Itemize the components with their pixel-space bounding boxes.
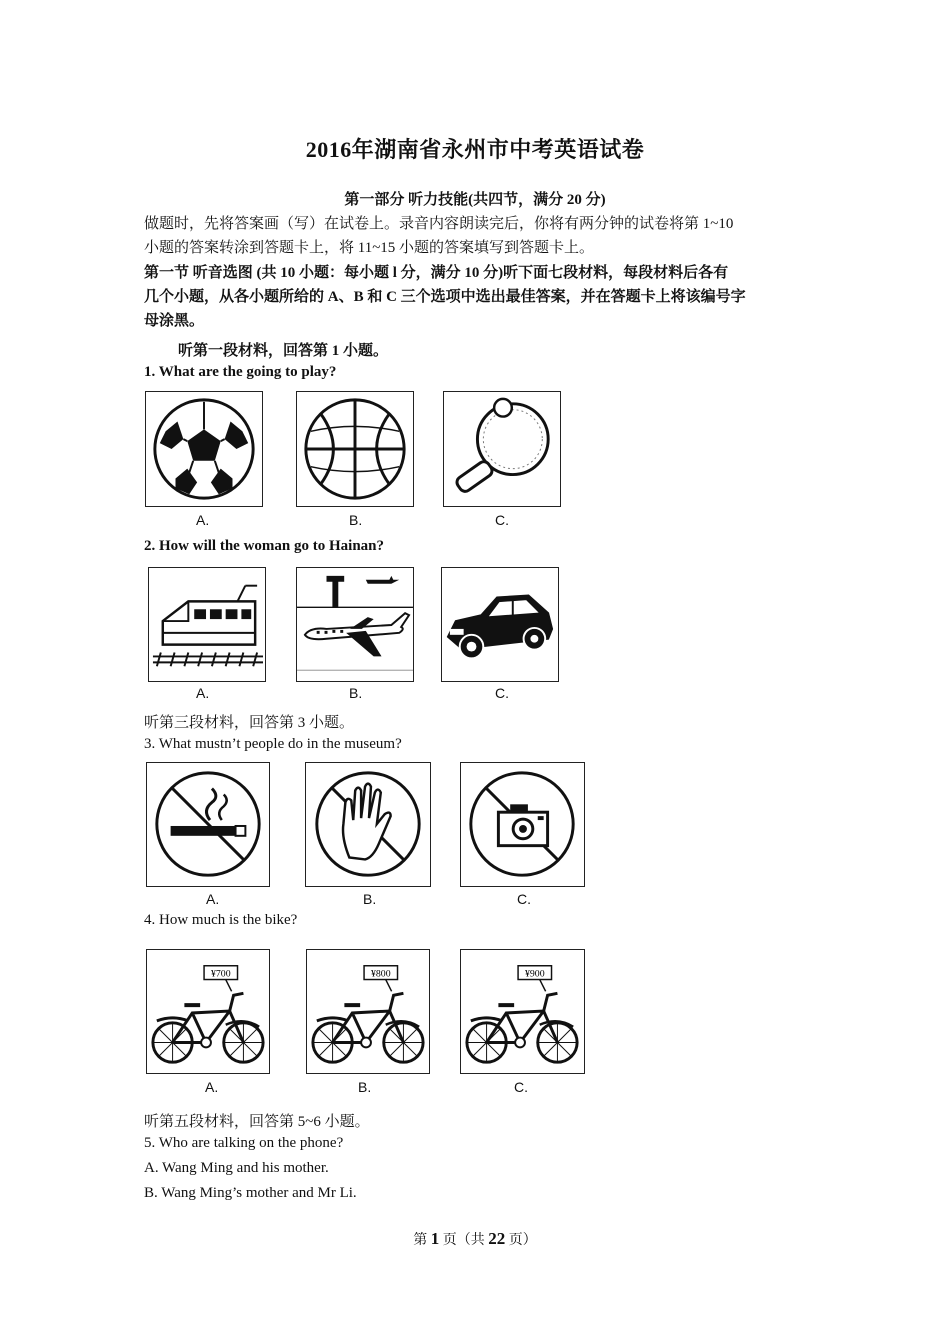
option-label-b: B. — [358, 1079, 372, 1095]
option-label-c: C. — [514, 1079, 528, 1095]
soccer-ball-icon — [145, 391, 263, 507]
option-label-b: B. — [349, 512, 363, 528]
no-smoking-icon — [146, 762, 270, 887]
ping-pong-paddle-icon — [443, 391, 561, 507]
question-2: 2. How will the woman go to Hainan? — [144, 538, 385, 554]
no-touching-icon — [305, 762, 431, 887]
footer-text: 页） — [505, 1233, 537, 1248]
price-tag: ¥800 — [370, 968, 391, 980]
listen-instruction-3: 听第三段材料，回答第 3 小题。 — [144, 715, 355, 731]
part-one-heading: 第一部分 听力技能(共四节，满分 20 分) — [344, 192, 606, 208]
page-footer — [0, 1229, 950, 1249]
option-label-a: A. — [196, 685, 210, 701]
instructions-line: 小题的答案转涂到答题卡上，将 11~15 小题的答案填写到答题卡上。 — [144, 240, 595, 256]
q5-option-b: B. Wang Ming’s mother and Mr Li. — [144, 1185, 357, 1201]
option-label-c: C. — [495, 685, 509, 701]
section-one-heading — [144, 261, 812, 333]
train-icon — [148, 567, 266, 682]
listen-instruction-1: 听第一段材料，回答第 1 小题。 — [178, 343, 389, 359]
footer-total-pages: 22 — [488, 1229, 506, 1248]
car-icon — [441, 567, 559, 682]
option-label-b: B. — [363, 891, 377, 907]
option-label-c: C. — [517, 891, 531, 907]
listen-instruction-5: 听第五段材料，回答第 5~6 小题。 — [144, 1114, 370, 1130]
section-one-line: 母涂黑。 — [144, 313, 205, 329]
instructions-line: 做题时，先将答案画（写）在试卷上。录音内容朗读完后，你将有两分钟的试卷将第 1~10 — [144, 216, 734, 232]
bicycle-icon — [306, 949, 430, 1074]
option-label-b: B. — [349, 685, 363, 701]
option-label-a: A. — [206, 891, 220, 907]
instructions — [144, 212, 812, 260]
question-5: 5. Who are talking on the phone? — [144, 1135, 344, 1151]
footer-text: 第 — [413, 1233, 431, 1248]
bicycle-icon — [460, 949, 585, 1074]
q5-option-a: A. Wang Ming and his mother. — [144, 1160, 329, 1176]
question-1: 1. What are the going to play? — [144, 364, 337, 380]
option-label-a: A. — [205, 1079, 219, 1095]
question-3: 3. What mustn’t people do in the museum? — [144, 736, 402, 752]
question-4: 4. How much is the bike? — [144, 912, 298, 928]
footer-page-number: 1 — [430, 1229, 440, 1248]
page-title: 2016年湖南省永州市中考英语试卷 — [305, 137, 645, 162]
airplane-icon — [296, 567, 414, 682]
section-one-line: 第一节 听音选图 (共 10 小题：每小题 l 分，满分 10 分)听下面七段材料，每段材料后各有 — [144, 265, 729, 281]
section-one-line: 几个小题，从各小题所给的 A、B 和 C 三个选项中选出最佳答案，并在答题卡上将该编号字 — [144, 289, 746, 305]
option-label-a: A. — [196, 512, 210, 528]
basketball-icon — [296, 391, 414, 507]
price-tag: ¥900 — [524, 968, 545, 980]
price-tag: ¥700 — [210, 968, 231, 980]
no-photography-icon — [460, 762, 585, 887]
footer-text: 页（共 — [439, 1233, 489, 1248]
bicycle-icon — [146, 949, 270, 1074]
option-label-c: C. — [495, 512, 509, 528]
